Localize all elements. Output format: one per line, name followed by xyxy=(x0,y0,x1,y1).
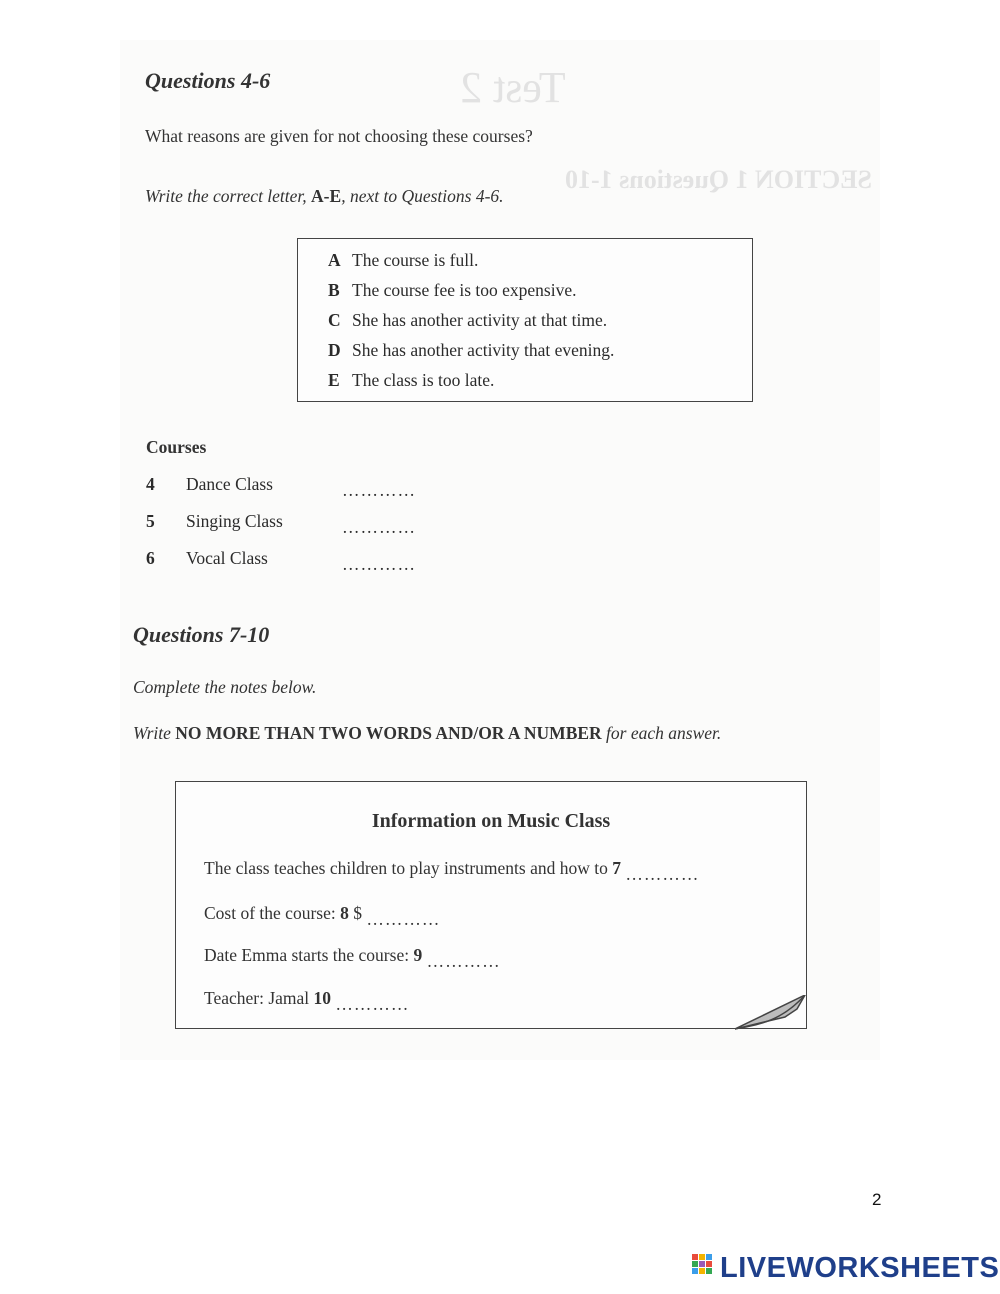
option-a: A The course is full. xyxy=(328,250,479,270)
word-limit-instruction: Write NO MORE THAN TWO WORDS AND/OR A NUMBER for each answer. xyxy=(133,723,722,743)
ghost-title: Test 2 xyxy=(460,63,566,112)
page-number: 2 xyxy=(872,1190,882,1209)
liveworksheets-logo-icon xyxy=(692,1254,718,1282)
note-9: Date Emma starts the course: 9 ………… xyxy=(204,945,501,971)
instruction-pre: Write the correct letter, xyxy=(145,186,312,206)
instruction-text xyxy=(145,186,504,207)
ghost-section: SECTION 1 Questions 1-10 xyxy=(565,165,872,194)
complete-notes-instruction: Complete the notes below. xyxy=(133,677,317,697)
option-b: B The course fee is too expensive. xyxy=(328,280,577,300)
notes-title: Information on Music Class xyxy=(371,810,611,832)
brand-name: LIVEWORKSHEETS xyxy=(720,1251,1000,1284)
page-curl-icon xyxy=(735,995,807,1031)
courses-heading: Courses xyxy=(146,437,207,457)
answer-blank-4[interactable]: ………… xyxy=(342,480,416,500)
heading-questions-7-10: Questions 7-10 xyxy=(133,622,270,647)
option-e: E The class is too late. xyxy=(328,370,495,390)
note-8: Cost of the course: 8 $ ………… xyxy=(204,903,441,929)
options-box xyxy=(297,238,753,402)
note-7: The class teaches children to play instruments and how to 7 ………… xyxy=(204,858,700,884)
question-text: What reasons are given for not choosing these courses? xyxy=(145,126,533,146)
note-10: Teacher: Jamal 10 ………… xyxy=(204,988,410,1014)
answer-blank-7[interactable]: ………… xyxy=(625,864,700,884)
answer-blank-10[interactable]: ………… xyxy=(335,994,410,1014)
answer-blank-8[interactable]: ………… xyxy=(366,909,441,929)
liveworksheets-logo xyxy=(692,1250,999,1286)
answer-blank-5[interactable]: ………… xyxy=(342,517,416,537)
option-c: C She has another activity at that time. xyxy=(328,310,608,330)
option-d: D She has another activity that evening. xyxy=(328,340,615,360)
answer-blank-9[interactable]: ………… xyxy=(426,951,501,971)
answer-blank-6[interactable]: ………… xyxy=(342,554,416,574)
heading-questions-4-6: Questions 4-6 xyxy=(145,68,271,93)
instruction-bold: A-E xyxy=(311,186,342,206)
instruction-post: , next to Questions 4-6. xyxy=(341,186,504,206)
notes-box xyxy=(175,781,807,1029)
